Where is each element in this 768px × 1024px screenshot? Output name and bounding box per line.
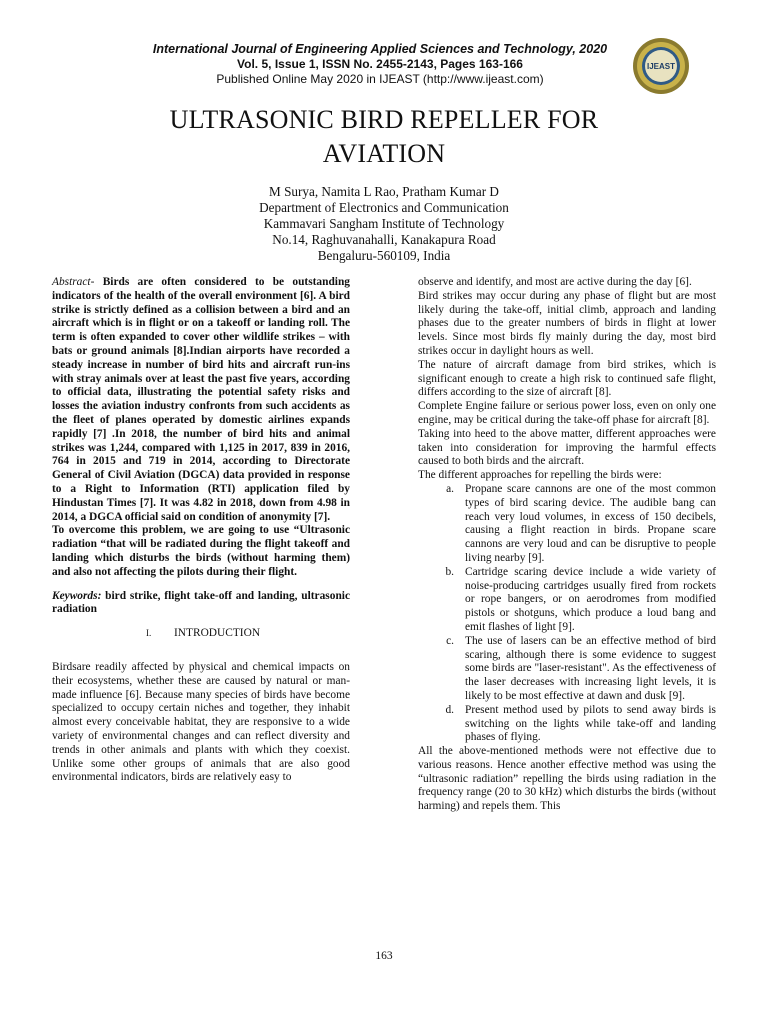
section-title: INTRODUCTION [174,627,261,640]
journal-header [80,42,680,87]
intro-paragraph: Birdsare readily affected by physical and chemical impacts on their ecosystems, whether these are caused by natural or man-made influence [6]. Because many species of birds have become specialized to occupy certain niches and together, they inhabit almost every conceivable habitat, they are responsive to a wide variety of environmental changes and can reflect diversity and trends in other animals and plants with which they coexist. Unlike some other groups of animals that are also good environmental indicators, birds are relatively easy to [52,660,350,784]
right-paragraph-4: Complete Engine failure or serious power loss, even on only one engine, may be critical during the take-off phase for aircraft [8]. [418,400,716,426]
right-paragraph-6: The different approaches for repelling the birds were: [418,469,662,482]
list-item [418,483,716,566]
list-item [418,566,716,635]
list-letter: b. [445,565,454,578]
ijeast-logo [632,37,690,95]
journal-published: Published Online May 2020 in IJEAST (http://www.ijeast.com) [216,72,544,86]
author-institution: Kammavari Sangham Institute of Technology [263,216,505,231]
right-paragraph-7: All the above-mentioned methods were not effective due to various reasons. Hence another effective method was using the “ultrasonic radiation” repelling the birds using radiation in the frequency range (20 to 30 kHz) which disturbs the birds (without harming) and repels them. This [418,745,716,813]
abstract-body: Birds are often considered to be outstanding indicators of the health of the overall environment [6]. A bird strike is strictly defined as a collision between a bird and an aircraft which is in flight or on a takeoff or landing roll. The term is often expanded to cover other wildlife strikes – with bats or ground animals [8].Indian airports have recorded a steady increase in number of bird hits and aircraft run-ins with stray animals over at least the past five years, according to official data, illustrating the potential safety risks and losses the aviation industry confronts from such accidents as the fleet of planes operated by domestic airlines expands rapidly [7] .In 2018, the number of bird hits and animal strikes was 1,244, compared with 1,125 in 2017, 839 in 2016, 764 in 2015 and 719 in 2014, according to Directorate General of Civil Aviation (DGCA) data provided in response to a Right to Information (RTI) application filed by Hindustan Times [7]. It was 4.82 in 2018, down from 4.98 in 2014, a DGCA official said on condition of anonymity [7]. [52,276,350,523]
right-paragraph-3: The nature of aircraft damage from bird strikes, which is significant enough to create a high risk to continued safe flight, differs according to the size of aircraft [8]. [418,358,716,399]
list-letter: d. [445,703,454,716]
journal-volume: Vol. 5, Issue 1, ISSN No. 2455-2143, Pages 163-166 [237,57,523,71]
right-paragraph-2: Bird strikes may occur during any phase of flight but are most likely during the take-off, initial climb, approach and landing phases due to the greater numbers of birds in flight at lower levels. Since most birds fly mainly during the day, most bird strikes occur in daylight hours as well. [418,289,716,357]
list-text: Cartridge scaring device include a wide variety of noise-producing cartridges usually fired from rockets or rope bangers, or on aerodromes from modified pistols or shotguns, which produce a loud bang and emit flashes of light [9]. [465,565,716,633]
paper-title [84,103,684,171]
list-letter: c. [446,634,454,647]
left-column [52,276,350,785]
right-paragraph-5: Taking into heed to the above matter, different approaches were taken into consideration for improving the harmful effects caused to both birds and the aircraft. [418,427,716,468]
title-line-1: ULTRASONIC BIRD REPELLER FOR [169,105,599,134]
list-text: The use of lasers can be an effective method of bird scaring, although there is some evidence to suggest some birds are "laser-resistant". As the effectiveness of the laser decreases with increasing light levels, it is likely to be most effective at dawn and dusk [9]. [465,634,716,702]
journal-name: International Journal of Engineering Applied Sciences and Technology, 2020 [152,42,608,56]
keywords-text: bird strike, flight take-off and landing, ultrasonic radiation [52,589,350,616]
keywords-label: Keywords: [52,589,102,602]
page-number: 163 [375,950,393,962]
section-heading-introduction [52,627,350,641]
abstract-body-2: To overcome this problem, we are going to use “Ultrasonic radiation “that will be radiated during the flight takeoff and landing which disturbs the birds (without harming them) and also not affecting the pilots during their flight. [52,524,350,578]
right-column [418,276,716,814]
right-paragraph-1: observe and identify, and most are active during the day [6]. [418,276,692,288]
author-names: M Surya, Namita L Rao, Pratham Kumar D [269,184,499,199]
list-item [418,635,716,704]
keywords [52,590,350,618]
author-block [184,184,584,264]
abstract [52,276,350,524]
title-line-2: AVIATION [322,139,446,168]
list-item [418,704,716,745]
abstract-label: Abstract- [52,276,95,288]
author-address: No.14, Raghuvanahalli, Kanakapura Road [272,232,496,247]
author-dept: Department of Electronics and Communication [259,200,509,215]
section-number: I. [146,628,152,639]
list-text: Propane scare cannons are one of the most common types of bird scaring device. The audible bang can reach very loud volumes, in excess of 150 decibels, causing a flight reaction in birds. Propane scare cannons are very loud and can be disruptive to people living nearby [9]. [465,482,716,564]
author-city: Bengaluru-560109, India [317,248,451,263]
logo-text: IJEAST [646,62,676,71]
approaches-list [418,483,716,745]
list-letter: a. [446,482,454,495]
list-text: Present method used by pilots to send away birds is switching on the lights while take-off and landing phases of flying. [465,703,716,744]
